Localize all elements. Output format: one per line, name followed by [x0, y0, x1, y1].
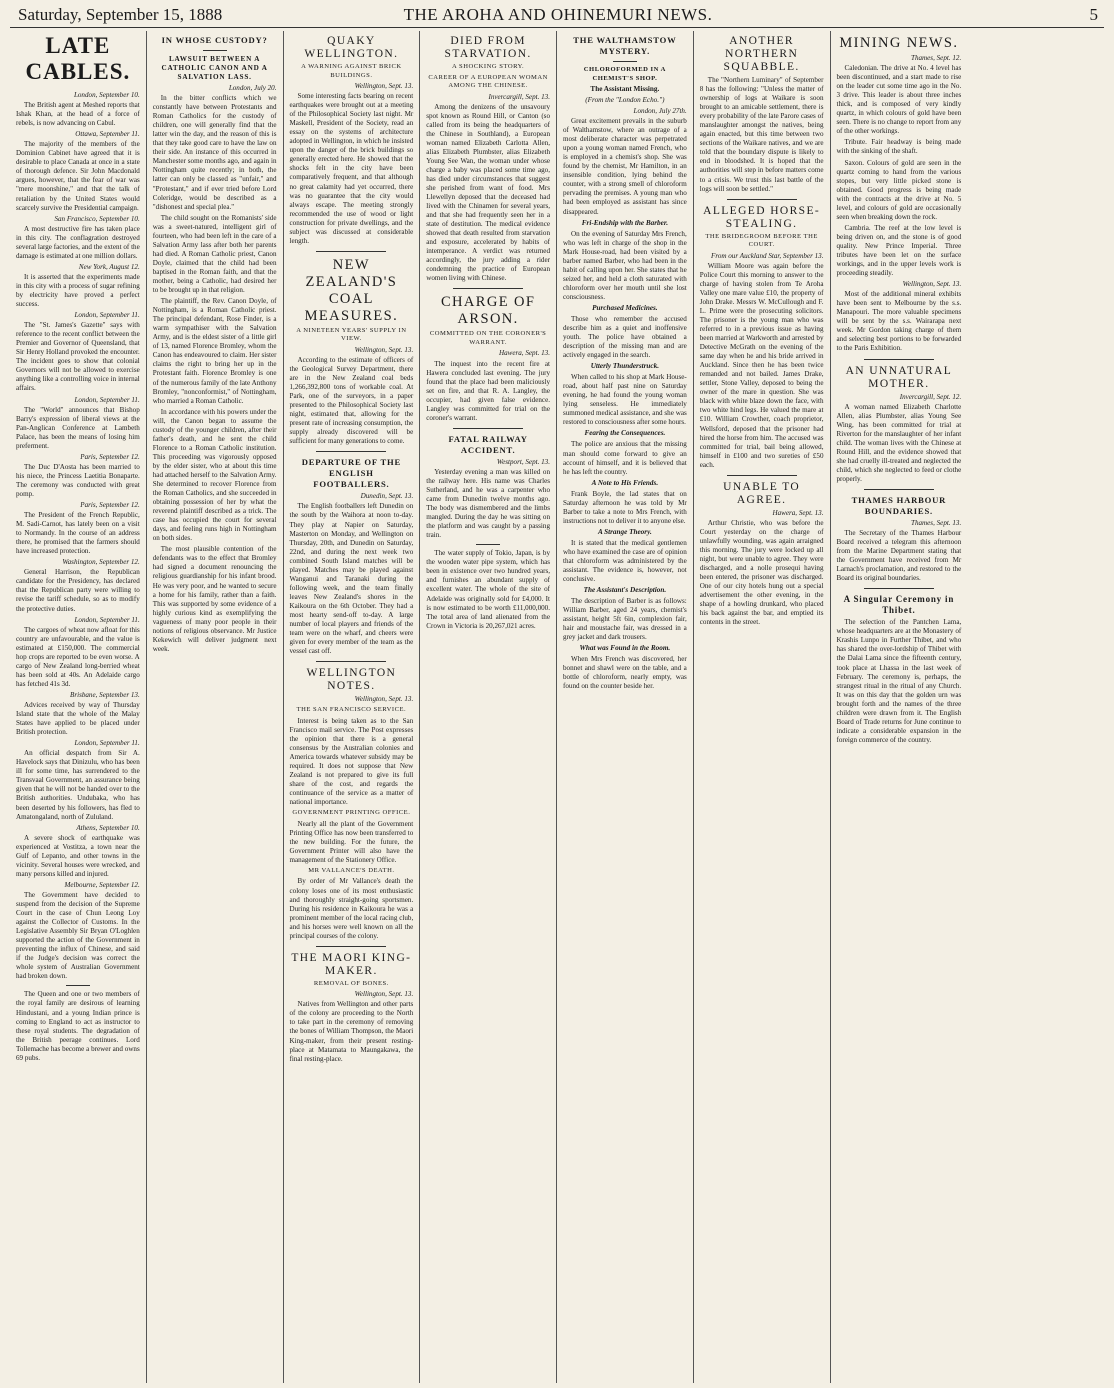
article-para: The description of Barber is as follows: William Barber, aged 24 years, chemist's assistant, height 5ft 6in, complexion fair, hair and moustache fair, was dressed in a grey jacket and dark trousers. — [563, 597, 687, 642]
article-para: William Moore was again before the Police Court this morning to answer to the charge of having stolen from Te Aroha Valley one mare value £10, the property of John Drake. Messrs W. McCullough and F. L. Prime were the prosecuting solicitors. The prisoner is the young man who was referred to in a previous issue as having been married at Warkworth and arrested by Detective McGrath on the evening of the same day when he and his bride arrived in Auckland. Since then he has been twice remanded and not bailed. James Drake, settler, Stone Valley, deposed to being the owner of the mare in question. She was black with white blaze down the face, with two white hind legs. He valued the mare at £10. William Crowther, coach proprietor, Wellsford, deposed that the prisoner had hired the horse from him. The accused was committed for trial, bail being allowed, himself in £100 and two sureties of £50 each. — [699, 261, 824, 469]
arson-headline: CHARGE OF ARSON. — [440, 294, 536, 328]
section-divider — [203, 50, 227, 51]
page-header — [18, 4, 1098, 26]
section-divider — [476, 544, 500, 545]
cable-item: London, September 11. The cargoes of wheat now afloat for this country are unfavourable, and the value is estimated at £150,000. The commercial hop crops are reported to be even worse. A cargo of New Zealand long-berried wheat has been sold at 40s. An Adelaide cargo has fetched 41s 3d. — [16, 615, 140, 688]
dateline: Wellington, Sept. 13. — [902, 280, 962, 289]
dateline: Wellington, Sept. 13. — [354, 990, 414, 999]
late-cables-headline: LATE CABLES. — [25, 33, 131, 84]
article-para: Interest is being taken as to the San Francisco mail service. The Post expresses the opinion that there is a general consensus by the Australian colonies and America towards whatever subsidy may be required. It does not suppose that New Zealand is not prepared to give its full share of the cost, and regards the continuance of the service as a matter of national importance. — [289, 716, 414, 807]
walthamstow-headline: THE WALTHAMSTOW MYSTERY. — [573, 35, 677, 56]
article-para: By order of Mr Vallance's death the colony loses one of its most enthusiastic and thoroughly straight-going sportsmen. During his residence in Kaikoura he was a prominent member of the local racing club, and his horses were well known on all the principal courses of the colony. — [289, 877, 414, 940]
dateline: Dunedin, Sept. 13. — [360, 492, 414, 501]
article-para: Frank Boyle, the lad states that on Saturday afternoon he was told by Mr Barber to take a note to Mrs French, with instructions not to deliver it to anyone else. — [563, 489, 687, 525]
article-para: The selection of the Pantchen Lama, whose headquarters are at the Monastery of Krashis Lunpo in Further Thibet, and who has shared the over-lordship of Thibet with the Dalai Lama since the fifteenth century, took place at Lhassa in the last week of February. The ceremony is, perhaps, the strangest ritual in the ritual of any Church. It was on this day that the golden urn was brought forth and the names of the three children were drawn from it. The English Board of Trade returns for June continue to indicate a considerable expansion in the foreign commerce of the country. — [836, 618, 962, 744]
maori-king-maker-headline: THE MAORI KING-MAKER. — [291, 951, 412, 977]
article-para: Nearly all the plant of the Government Printing Office has now been transferred to the new building. For the future, the Government Printer will also have the management of the Stationery Office. — [289, 819, 414, 864]
article-para: Those who remember the accused describe him as a quiet and inoffensive youth. The police have obtained a description of the missing man and are actively engaged in the search. — [563, 314, 687, 360]
starvation-subhead: CAREER OF A EUROPEAN WOMAN AMONG THE CHINESE. — [428, 73, 548, 89]
walthamstow-subhead: The Assistant Missing. — [590, 85, 660, 93]
column-walthamstow — [557, 31, 694, 1383]
cable-item: Paris, September 12. The Duc D'Aosta has been married to his niece, the Princess Laetitia Bonaparte. The ceremony was conducted with great pomp. — [16, 452, 140, 498]
article-para: The Secretary of the Thames Harbour Board received a telegram this afternoon from the Marine Department stating that the Government have received from Mr Larnach's proclamation, and restored to the Board its original boundaries. — [836, 529, 962, 583]
dateline: London, July 27th. — [633, 107, 687, 115]
article-para: Tribute. Fair headway is being made with the sinking of the shaft. — [836, 138, 962, 156]
column-late-cables — [10, 31, 147, 1383]
article-para: The water supply of Tokio, Japan, is by the wooden water pipe system, which has been in existence over two hundred years, and furnishes an abundant supply of excellent water. The whole of the site of Adelaide was originally sold for £4,000. It is now estimated to be worth £11,000,000. The total area of land alienated from the Crown in Victoria is 20,267,021 acres. — [426, 549, 550, 630]
cable-item: Athens, September 10. A severe shock of earthquake was experienced at Vostitza, a town near the Gulf of Lepanto, and other towns in the vicinity. Several houses were wrecked, and many persons killed and injured. — [16, 823, 140, 878]
king-maker-subhead: REMOVAL OF BONES. — [313, 979, 389, 987]
article-para: Among the denizens of the unsavoury spot known as Round Hill, or Canton (so called from its being the headquarters of the Chinese in Southland), a European woman named Elizabeth Carlotta Allen, alias Elizabeth Plumbster, alias Elizabeth Young See Wan, the woman under whose charge a baby was placed some time ago, has died under circumstances that suggest she perished from want of food. Mrs Llewellyn deposed that the deceased had lived with the Chinamen for several years, and that she had frequently seen her in a state of destitution. The medical evidence showed that death resulted from starvation and exposure, accelerated by habits of intemperance. A verdict was returned accordingly, the jury adding a rider condemning the practice of European women living with Chinese. — [426, 102, 550, 283]
newspaper-page — [10, 31, 1104, 1383]
dateline: Thames, Sept. 12. — [911, 54, 962, 62]
dateline: Wellington, Sept. 13. — [354, 82, 414, 90]
section-divider — [316, 251, 386, 252]
dateline: From our Auckland Star, September 13. — [710, 251, 824, 260]
railway-accident-headline: FATAL RAILWAY ACCIDENT. — [448, 433, 528, 455]
dateline: Westport, Sept. 13. — [496, 457, 550, 466]
masthead-title: THE AROHA AND OHINEMURI NEWS. — [403, 5, 713, 24]
dateline: Hawera, Sept. 13. — [498, 349, 550, 358]
cable-item: London, September 10. The British agent at Meshed reports that Ishak Khan, at the head of a force of rebels, is now advancing on Cabul. — [16, 91, 140, 128]
cable-item: San Francisco, September 10. A most destructive fire has taken place in this city. The conflagration destroyed several large factories, and the extent of the damage is estimated at one million dollars. — [16, 214, 140, 260]
article-para: Saxon. Colours of gold are seen in the quartz coming to hand from the various stopes, but very little picked stone is obtained. Good progress is being made with the contracts at the drive at No. 5 level, and colours of gold are occasionally seen when breaking down the rock. — [836, 158, 962, 221]
harbour-boundaries-headline: THAMES HARBOUR BOUNDARIES. — [851, 494, 947, 516]
article-para: On the evening of Saturday Mrs French, who was left in charge of the shop in the Mark House-road, had been visited by a barber named Barber, who had been in the habit of calling upon her. She states that he seized her, and held a cloth saturated with chloroform over her mouth until she lost consciousness. — [563, 229, 687, 301]
dateline: Invercargill, Sept. 13. — [488, 92, 550, 101]
article-para: The "Northern Luminary" of September 8 has the following: "Unless the matter of ownership of logs at Waikare is soon brought to an amicable settlement, there is every probability of the late Parore cases of manslaughter amongst the natives, being again enacted, but this time between two sections of the Waikare natives, and we are told that the boundary dispute is likely to end in bloodshed. It is hoped that the authorities will step in before matters come to a crisis. We trust this last battle of the logs will soon be settled." — [699, 76, 824, 193]
section-divider — [316, 451, 386, 452]
article-para: The inquest into the recent fire at Hawera concluded last evening. The jury found that the place had been maliciously set on fire, and that R. A. Langley, the occupier, had given false evidence. Langley was committed for trial on the coroner's warrant. — [426, 359, 550, 422]
header-rule — [10, 27, 1104, 28]
article-para: When called to his shop at Mark House-road, about half past nine on Saturday evening, he had found the young woman lying senseless. He immediately summoned medical assistance, and she was restored to consciousness after some hours. — [563, 373, 687, 427]
wellington-notes-headline: WELLINGTON NOTES. — [306, 667, 397, 693]
column-starvation — [420, 31, 557, 1383]
page-number: 5 — [1089, 5, 1098, 24]
article-para: Great excitement prevails in the suburb of Walthamstow, where an outrage of a most deliberate character was perpetrated upon a young woman named French, who is employed in a chemist's shop. She was found by the chemist, Mr Hamilton, in an insensible condition, lying behind the counter, with a strong smell of chloroform pervading the premises. A young man who had been employed as assistant has since disappeared. — [563, 117, 687, 216]
column-mining — [831, 31, 968, 1383]
quaky-wellington-headline: QUAKY WELLINGTON. — [304, 35, 399, 60]
quaky-subhead: A WARNING AGAINST BRICK BUILDINGS. — [301, 63, 402, 79]
crosshead: Fearing the Consequences. — [584, 429, 666, 438]
section-divider — [453, 288, 523, 289]
article-para: The plaintiff, the Rev. Canon Doyle, of Nottingham, is a Roman Catholic priest. The principal defendant, Rose Finder, is a warm sympathiser with the Salvation Army, and is the eldest sister of a little girl of 13, named Florence Bromley, whom the Canon has endeavoured to claim. Her sister claims the right to bring her up in the Protestant faith. Florence Bromley is one of the numerous family of the late Anthony Bromley, "nonconformist," of Nottingham, who married a Roman Catholic. — [152, 297, 277, 405]
section-divider — [613, 61, 637, 62]
section-divider — [453, 428, 523, 429]
article-para: Most of the additional mineral exhibits have been sent to Melbourne by the s.s. Manapouri. The more valuable specimens will be sent by the s.s. Wairarapa next week. Mr Gordon taking charge of them and selecting best portions to be forwarded to the Paris Exhibition. — [836, 290, 962, 353]
crosshead: Fri-Endship with the Barber. — [581, 218, 669, 227]
column-wellington — [284, 31, 421, 1383]
unable-to-agree-headline: UNABLE TO AGREE. — [723, 480, 801, 506]
horse-stealing-headline: ALLEGED HORSE-STEALING. — [703, 204, 821, 230]
cable-item: London, September 11. The "World" announces that Bishop Barry's expression of liberal views at the Pan-Anglican Conference at Lambeth Palace, has been the means of losing him preferment. — [16, 395, 140, 450]
starvation-subhead: A SHOCKING STORY. — [452, 63, 525, 70]
custody-subhead: LAWSUIT BETWEEN A CATHOLIC CANON AND A SALVATION LASS. — [161, 55, 268, 81]
issue-date: Saturday, September 15, 1888 — [18, 5, 223, 24]
cable-item: London, September 11. An official despatch from Sir A. Havelock says that Dinizulu, who has been ill for some time, has surrendered to the Transvaal Government, an assurance being given that he will not be handed over to the British authorities. Undubaka, who has been deserted by his followers, has fled to Amatongaland, north of Zululand. — [16, 739, 140, 821]
source-note: (From the "London Echo.") — [585, 96, 665, 104]
article-para: Some interesting facts bearing on recent earthquakes were brought out at a meeting of the Philosophical Society last night. Mr Maskell, President of the Society, read an essay on the systems of architecture adopted in Wellington, in which he insisted upon the danger of the brick buildings so generally erected here. He showed that the shocks felt in the city have been comparatively frequent, and that although no great calamity had yet occurred, there was no guarantee that the city would always escape. The meeting strongly recommended the use of wood or light construction for private dwellings, and the subject was discussed at considerable length. — [289, 92, 414, 245]
article-para: Yesterday evening a man was killed on the railway here. His name was Charles Sutherland, and he was a carpenter who came from Dunedin twelve months ago. The body was dismembered and the limbs mangled. During the day he was sitting on the platform and was caught by a passing train. — [426, 467, 550, 540]
section-divider — [316, 661, 386, 662]
cable-item: The Queen and one or two members of the royal family are desirous of learning Hindustani, and a young Indian prince is coming to England to act as instructor to these royal students. The degradation of the British peerage continues. Lord Tollemache has become a brewer and owns 69 pubs. — [16, 990, 140, 1062]
cable-item: Paris, September 12. The President of the French Republic, M. Sadi-Carnot, has lately been on a visit to Normandy. In the course of an address there, he promised that the farmers should have increased protection. — [16, 501, 140, 556]
crosshead: Utterly Thunderstruck. — [590, 362, 660, 371]
walthamstow-subhead: CHLOROFORMED IN A CHEMIST'S SHOP. — [583, 66, 666, 82]
cable-item: Washington, September 12. General Harrison, the Republican candidate for the Presidency, has declared that the Republican party were willing to revise the tariff schedule, so as to modify the protective duties. — [16, 558, 140, 613]
crosshead: A Strange Theory. — [597, 527, 652, 536]
article-para: London, July 20. In the bitter conflicts which we constantly have between Protestants and Roman Catholics for the custody of children, one will generally find that the latter win the day, and the reason of this is that they take good care to have the law on their side. An instance of this occurred in Manchester some months ago, and again in Nottingham quite recently; in both, the latter can only be classed as "unfair," and "Protestant," and if ever tried before Lord Coleridge, would be described as a "dishonest and special plea." — [152, 84, 277, 211]
custody-headline: IN WHOSE CUSTODY? — [161, 35, 268, 45]
article-para: When Mrs French was discovered, her bonnet and shawl were on the table, and a bottle of chloroform, nearly empty, was found on the counter beside her. — [563, 655, 687, 691]
section-divider — [864, 489, 934, 490]
unnatural-mother-headline: AN UNNATURAL MOTHER. — [845, 364, 953, 390]
horse-subhead: THE BRIDEGROOM BEFORE THE COURT. — [705, 232, 818, 249]
cable-item: Ottawa, September 11. The majority of the members of the Dominion Cabinet have agreed that it is desirable to place Canada at once in a state of thorough defence. Sir John Macdonald argues, however, that the fear of war was "mere moonshine," and that the talk of retaliation by the United States would scarcely survive the Presidential campaign. — [16, 130, 140, 212]
section-divider — [864, 359, 934, 360]
article-para: Arthur Christie, who was before the Court yesterday on the charge of unlawfully wounding, was again arraigned this morning. The jury were locked up all night, but were unable to agree. They were discharged, and a nolle prosequi having been entered, the prisoner was discharged. One of our city hotels hung out a special advertisement the other evening, in the shape of a howling drunkard, who placed his back against the bar, and emptied its contents in the street. — [699, 518, 824, 627]
section-divider — [864, 588, 934, 589]
section-divider — [727, 475, 797, 476]
starvation-headline: DIED FROM STARVATION. — [444, 35, 532, 60]
dateline: Wellington, Sept. 13. — [354, 345, 414, 354]
coal-measures-headline: NEW ZEALAND'S COAL MEASURES. — [304, 256, 399, 324]
article-para: The English footballers left Dunedin on the south by the Waihora at noon to-day. They play at Napier on Saturday, Masterton on Monday, and Wellington on Thursday, 20th, and Dunedin on Saturday, 22nd, and during the next week two combined South Island matches will be played. Matches may be played against Wanganui and Taranaki during the following week, and the team finally leaves New Zealand's shores in the Kaikoura on the 6th October. They had a most hearty send-off to-day. A large number of local players and friends of the team were on the wharf, and cheers were given for every member of the team as the vessel cast off. — [289, 502, 414, 656]
footballers-headline: DEPARTURE OF THE ENGLISH FOOTBALLERS. — [301, 457, 401, 490]
dateline: Wellington, Sept. 13. — [354, 695, 414, 704]
dateline: Thames, Sept. 13. — [911, 518, 962, 527]
article-para: Cambria. The reef at the low level is being driven on, and the stone is of good quality. New Prince Imperial. Three tributes have been let on the surface workings, and in the upper levels work is proceeding steadily. — [836, 223, 962, 278]
article-para: The child sought on the Romanists' side was a sweet-natured, intelligent girl of fourteen, who had been left in the care of a Salvation Army lass after both her parents had died. A Roman Catholic priest, Canon Doyle, claimed that the child had been baptised in the Roman faith, and that the mother, being a Catholic, had desired her to be brought up in that religion. — [152, 213, 277, 295]
crosshead: What was Found in the Room. — [579, 644, 671, 653]
crosshead: The Assistant's Description. — [583, 586, 667, 595]
article-para: According to the estimate of officers of the Geological Survey Department, there are in the New Zealand coal beds 1,266,392,800 tons of workable coal. At Park, one of the surveyors, in a paper presented to the Philosophical Society last night, estimated that, allowing for the present rate of increasing consumption, the supply already discovered will be sufficient for many generations to come. — [289, 355, 414, 446]
cable-item: Brisbane, September 13. Advices received by way of Thursday Island state that the whole of the Malay States have applied to be placed under British protection. — [16, 690, 140, 737]
crosshead: A Note to His Friends. — [591, 478, 659, 487]
dateline: Hawera, Sept. 13. — [772, 508, 824, 517]
cable-item: Melbourne, September 12. The Government have decided to suspend from the decision of the Supreme Court in the case of Chun Leong Loy against the Collector of Customs. In the Legislative Assembly Sir Bryan O'Loghlen supported the action of the Government in preventing the influx of Chinese, and said if the Judge's decision was correct the whole system of Australian Government had broken down. — [16, 880, 140, 981]
section-divider — [316, 946, 386, 947]
dateline: Invercargill, Sept. 12. — [899, 392, 962, 401]
crosshead: Purchased Medicines. — [592, 303, 658, 312]
cable-item: New York, August 12. It is asserted that the experiments made in this city with a process of sugar refining by electricity have proved a perfect success. — [16, 262, 140, 309]
article-para: In accordance with his powers under the will, the Canon began to assume the custody of the younger children, after their father's death, and he sent the child Florence to a Roman Catholic institution. This proceeding was vigorously opposed by the elder sister, who at about this time had attached herself to the Salvation Army. She determined to recover Florence from the Roman Catholics, and she succeeded in obtaining possession of her by what the reverend plaintiff described as a trick. The case has occupied the court for several days, and feeling runs high in Nottingham on both sides. — [152, 407, 277, 543]
column-custody — [147, 31, 284, 1383]
article-para: Natives from Wellington and other parts of the colony are proceeding to the North to take part in the ceremony of removing the bones of William Thompson, the Maori King-maker, from their present resting-place at Matamata to Maungakawa, the final resting-place. — [289, 1000, 414, 1063]
notes-subhead: GOVERNMENT PRINTING OFFICE. — [292, 809, 411, 817]
arson-subhead: COMMITTED ON THE CORONER'S WARRANT. — [429, 330, 547, 346]
notes-subhead: THE SAN FRANCISCO SERVICE. — [296, 706, 407, 714]
notes-subhead: MR VALLANCE'S DEATH. — [308, 866, 395, 874]
cable-item: London, September 11. The "St. James's Gazette" says with reference to the recent conflict between the Premier and Governor of Queensland, that Sir Henry Holland provoked the encounter. The incident goes to show that colonial Governors will not be allowed to exercise anything like a controlling voice in internal affairs. — [16, 311, 140, 393]
article-para: The police are anxious that the missing man should come forward to give an account of himself, and it is believed that he has left the country. — [563, 440, 687, 476]
thibet-ceremony-headline: A Singular Ceremony in Thibet. — [843, 594, 955, 616]
coal-subhead: A NINETEEN YEARS' SUPPLY IN VIEW. — [296, 326, 407, 343]
article-para: A woman named Elizabeth Charlotte Allen, alias Plumbster, alias Young See Wing, has been committed for trial at Riverton for the manslaughter of her infant child. The woman lives with the Chinese at Round Hill, and the evidence showed that she had cruelly ill-treated and neglected the child, which she neglected to feed or clothe properly. — [836, 402, 962, 483]
column-northern — [694, 31, 831, 1383]
section-divider — [727, 199, 797, 200]
article-para: It is stated that the medical gentlemen who have examined the case are of opinion that chloroform was administered by the assistant. The evidence is, however, not conclusive. — [563, 538, 687, 584]
article-para: Caledonian. The drive at No. 4 level has been discontinued, and a start made to rise on the leader cut some time ago in the No. 3 drive. This leader is about three inches thick, and is composed of very kindly quartz, in which colours of gold have been seen. There is no change to report from any of the other workings. — [836, 64, 962, 136]
article-para: The most plausible contention of the defendants was to the effect that Bromley had signed a document renouncing the religious guardianship for his infant brood. He was very poor, and he wanted to secure a home for his family, rather than a faith. This was supported by some evidence of a highly curious kind as exemplifying the vagueness of many poor people in their notions of religious observance. Mr Justice Kekewich will deliver judgment next week. — [152, 545, 277, 653]
northern-squabble-headline: ANOTHER NORTHERN SQUABBLE. — [723, 35, 800, 73]
mining-news-headline: MINING NEWS. — [839, 35, 959, 51]
section-divider — [66, 985, 90, 986]
